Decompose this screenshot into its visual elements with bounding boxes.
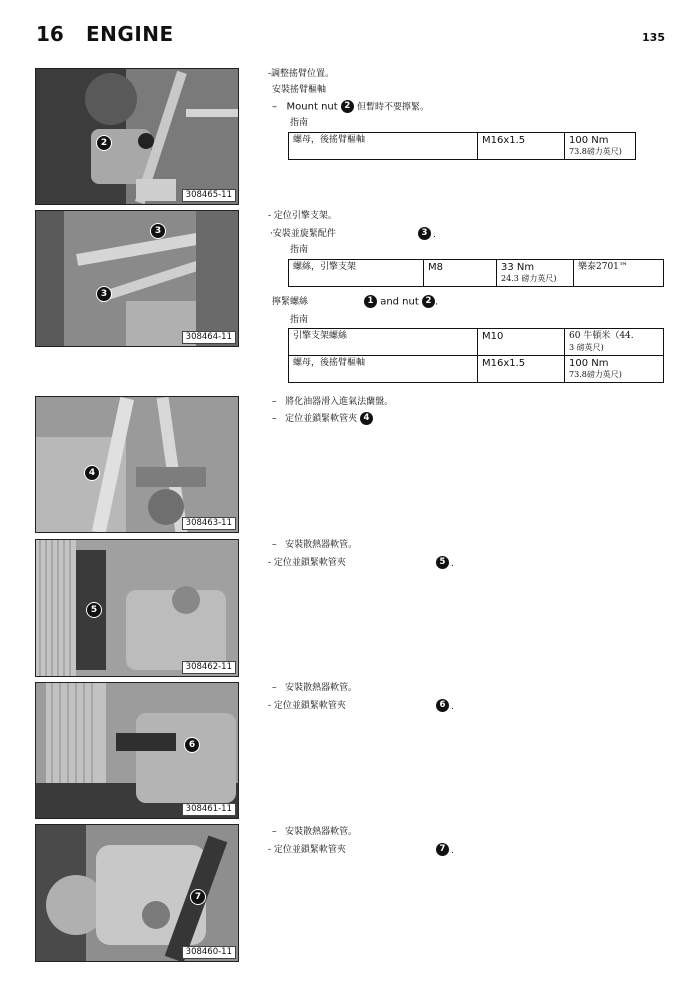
step-text (272, 100, 429, 114)
badge-7: 7 (436, 843, 449, 856)
table-row (289, 329, 664, 356)
engine-photo-illustration (36, 683, 239, 819)
table-cell: 樂泰2701™ (574, 260, 664, 287)
page-number: 135 (642, 31, 665, 44)
callout-4: 4 (84, 465, 100, 481)
torque-table (288, 259, 664, 287)
table-row (289, 260, 664, 287)
step-text: -調整搖臂位置。 (268, 69, 335, 79)
engine-photo-illustration (36, 397, 239, 533)
callout-3-top: 3 (150, 223, 166, 239)
callout-3-bottom: 3 (96, 286, 112, 302)
photo-caption: 308463-11 (182, 517, 236, 530)
table-cell: 螺母，後搖臂樞軸 (289, 356, 478, 383)
torque-table (288, 328, 664, 383)
step-text: – 定位並鎖緊軟管夾 4 (272, 412, 373, 425)
torque-table (288, 132, 636, 160)
photo-engine-bracket (35, 210, 239, 347)
table-cell: 60 牛頓米（44. 3 磅英尺) (565, 329, 664, 356)
photo-engine-side (35, 824, 239, 962)
photo-caption: 308462-11 (182, 661, 236, 674)
table-row (289, 133, 636, 160)
step-text: – 安裝散熱器軟管。 (272, 540, 358, 550)
step-suffix: 但暫時不要擰緊。 (357, 102, 430, 113)
badge-4: 4 (360, 412, 373, 425)
table-cell: M16x1.5 (478, 133, 565, 160)
step-text: - 定位並鎖緊軟管夾 (268, 845, 346, 855)
table-cell: 100 Nm 73.8磅力英尺) (565, 356, 664, 383)
badge-3: 3 (418, 227, 431, 240)
photo-radiator-hose-left (35, 539, 239, 677)
table-cell: 33 Nm 24.3 磅力英尺) (497, 260, 574, 287)
chapter-title: ENGINE (86, 22, 174, 46)
step-text: – 將化油器滑入進氣法蘭盤。 (272, 397, 394, 407)
badge-5: 5 (436, 556, 449, 569)
chapter-number: 16 (36, 22, 64, 46)
photo-caption: 308461-11 (182, 803, 236, 816)
photo-radiator-hose-right (35, 682, 239, 819)
step-text: - 定位引擎支架。 (268, 211, 337, 221)
table-cell: 螺母，後搖臂樞軸 (289, 133, 478, 160)
step-text: - 定位並鎖緊軟管夾 (268, 701, 346, 711)
callout-7: 7 (190, 889, 206, 905)
photo-caption: 308464-11 (182, 331, 236, 344)
table-cell: M8 (424, 260, 497, 287)
step-text: 擰緊螺絲 (272, 297, 309, 307)
step-text: ·安裝並旋緊配件 (270, 229, 336, 239)
badge-1: 1 (364, 295, 377, 308)
photo-caption: 308465-11 (182, 189, 236, 202)
and-nut-text: and nut (380, 296, 419, 308)
badge-2: 2 (422, 295, 435, 308)
engine-photo-illustration (36, 540, 239, 677)
badge-2: 2 (341, 100, 354, 113)
guide-label: 指南 (290, 245, 309, 255)
table-cell: M16x1.5 (478, 356, 565, 383)
dash: – (272, 101, 277, 113)
table-row (289, 356, 664, 383)
callout-6: 6 (184, 737, 200, 753)
step-text: 安裝搖臂樞軸 (272, 85, 327, 95)
step-text: – 安裝散熱器軟管。 (272, 827, 358, 837)
table-cell: M10 (478, 329, 565, 356)
badge-6: 6 (436, 699, 449, 712)
engine-photo-illustration (36, 825, 239, 962)
engine-photo-illustration (36, 211, 239, 347)
callout-2: 2 (96, 135, 112, 151)
guide-label: 指南 (290, 118, 309, 128)
photo-carburetor (35, 396, 239, 533)
guide-label: 指南 (290, 315, 309, 325)
step-text: - 定位並鎖緊軟管夾 (268, 558, 346, 568)
callout-5: 5 (86, 602, 102, 618)
table-cell: 螺絲，引擎支架 (289, 260, 424, 287)
mount-nut-text: Mount nut (286, 101, 338, 113)
photo-rocker-arm-pivot (35, 68, 239, 205)
photo-caption: 308460-11 (182, 946, 236, 959)
step-text: – 安裝散熱器軟管。 (272, 683, 358, 693)
table-cell: 引擎支架螺絲 (289, 329, 478, 356)
table-cell: 100 Nm 73.8磅力英尺) (565, 133, 636, 160)
step-text: 1 and nut 2 . (364, 295, 438, 309)
engine-photo-illustration (36, 69, 239, 205)
